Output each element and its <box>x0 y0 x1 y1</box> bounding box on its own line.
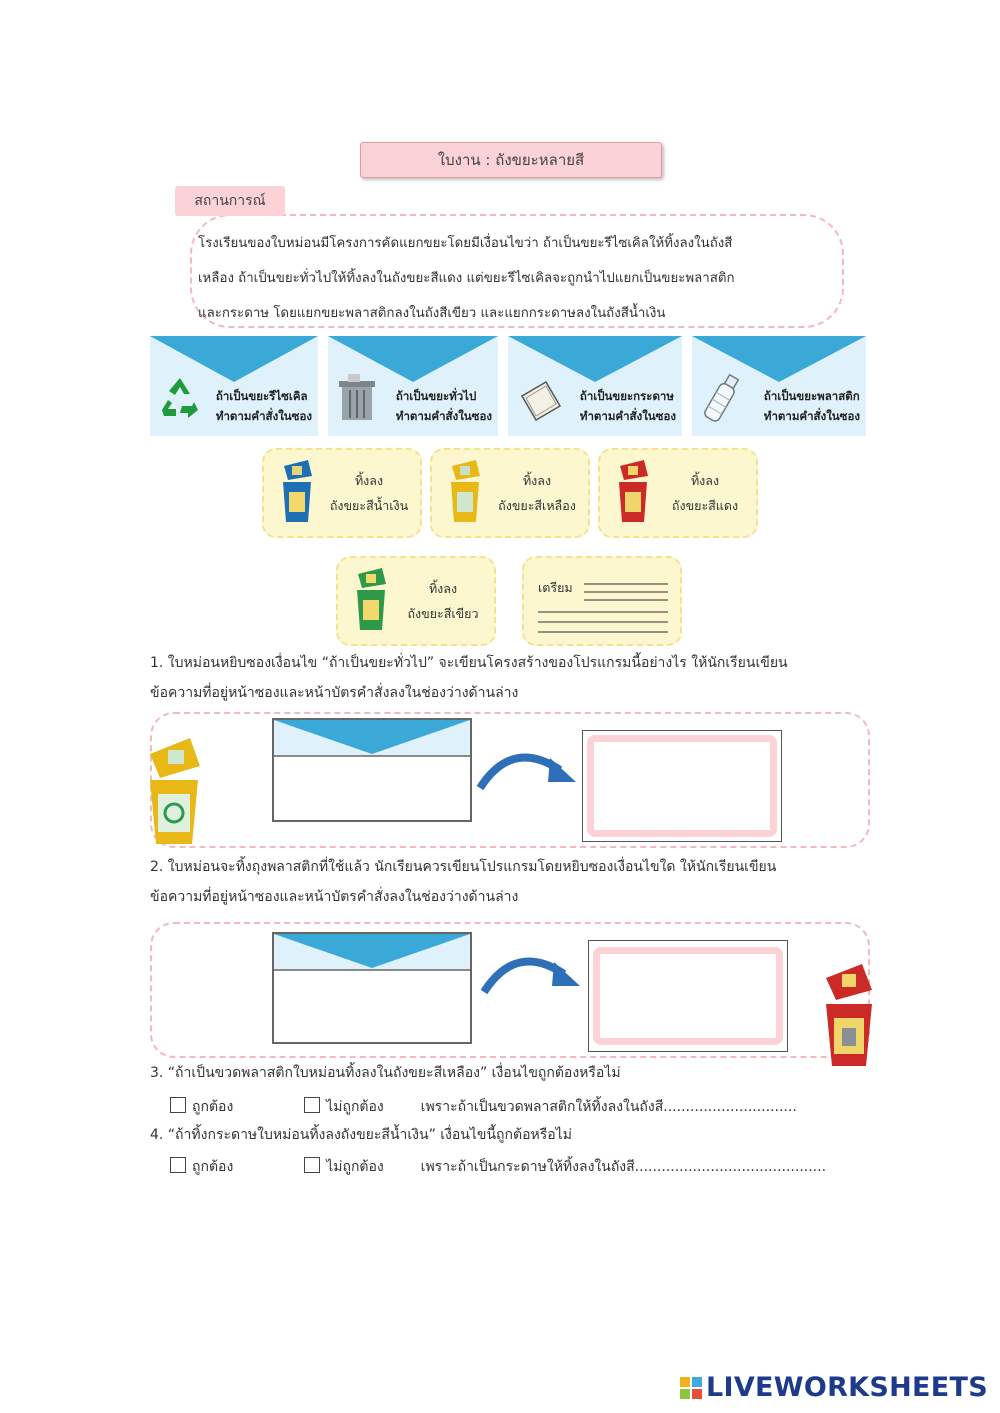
q3-because[interactable]: เพราะถ้าเป็นขวดพลาสติกให้ทิ้งลงในถังสี.............................. <box>420 1099 797 1115</box>
q4-correct-option[interactable] <box>170 1159 233 1175</box>
question-3-options <box>170 1096 797 1118</box>
recycle-icon <box>158 376 202 420</box>
q4-correct-checkbox[interactable] <box>170 1157 186 1173</box>
envelope-plastic-line2: ทำตามคำสั่งในซอง <box>763 409 860 423</box>
q3-correct-label: ถูกต้อง <box>192 1099 234 1115</box>
q4-incorrect-option[interactable] <box>304 1159 384 1175</box>
envelope-plastic-line1: ถ้าเป็นขยะพลาสติก <box>763 389 860 403</box>
card-yellow-line2: ถังขยะสีเหลือง <box>498 498 576 513</box>
question-2 <box>150 852 776 912</box>
red-bin-icon <box>616 458 650 524</box>
envelope-recycle-line2: ทำตามคำสั่งในซอง <box>215 409 312 423</box>
answer-card-frame-1 <box>582 730 782 842</box>
q4-because[interactable]: เพราะถ้าเป็นกระดาษให้ทิ้งลงในถังสี........................................... <box>420 1159 827 1175</box>
envelope-recycle-line1: ถ้าเป็นขยะรีไซเคิล <box>215 389 308 403</box>
envelope-general <box>328 336 498 436</box>
q4-incorrect-checkbox[interactable] <box>304 1157 320 1173</box>
scenario-line-3: และกระดาษ โดยแยกขยะพลาสติกลงในถังสีเขียว และแยกกระดาษลงในถังสีน้ำเงิน <box>198 306 666 321</box>
envelope-answer-1 <box>272 718 472 822</box>
answer-card-2[interactable] <box>593 947 783 1045</box>
envelope-general-line1: ถ้าเป็นขยะทั่วไป <box>395 389 477 403</box>
question-1 <box>150 648 788 708</box>
card-blue-bin <box>262 448 422 538</box>
yellow-bin-icon <box>448 458 482 524</box>
card-red-line2: ถังขยะสีแดง <box>671 498 739 513</box>
card-yellow-line1: ทิ้งลง <box>522 473 552 488</box>
arrow-right-icon-2 <box>476 940 586 1000</box>
card-yellow-bin <box>430 448 590 538</box>
answer-card-frame-2 <box>588 940 788 1052</box>
envelope-paper-line2: ทำตามคำสั่งในซอง <box>579 409 676 423</box>
question-1-line2: ข้อความที่อยู่หน้าซองและหน้าบัตรคำสั่งลงในช่องว่างด้านล่าง <box>150 685 519 701</box>
envelope-recycle <box>150 336 318 436</box>
q4-incorrect-label: ไม่ถูกต้อง <box>326 1159 384 1175</box>
q3-correct-option[interactable] <box>170 1099 233 1115</box>
envelope-paper <box>508 336 682 436</box>
scenario-label: สถานการณ์ <box>175 186 285 216</box>
q3-incorrect-option[interactable] <box>304 1099 384 1115</box>
prepare-lines-lower <box>538 608 668 638</box>
logo-mark-icon <box>680 1377 702 1399</box>
paper-icon <box>516 376 564 424</box>
arrow-right-icon <box>472 736 582 796</box>
answer-card-1[interactable] <box>587 735 777 837</box>
q4-correct-label: ถูกต้อง <box>192 1159 234 1175</box>
scenario-line-2: เหลือง ถ้าเป็นขยะทั่วไปให้ทิ้งลงในถังขยะสีแดง แต่ขยะรีไซเคิลจะถูกนำไปแยกเป็นขยะพลาสติก <box>198 271 735 286</box>
card-green-bin <box>336 556 496 646</box>
worksheet-title: ใบงาน : ถังขยะหลายสี <box>360 142 662 178</box>
card-blue-line2: ถังขยะสีน้ำเงิน <box>329 498 409 513</box>
prepare-label: เตรียม <box>538 580 573 595</box>
question-4-options <box>170 1156 826 1178</box>
q3-correct-checkbox[interactable] <box>170 1097 186 1113</box>
card-red-line1: ทิ้งลง <box>690 473 720 488</box>
scenario-line-1: โรงเรียนของใบหม่อนมีโครงการคัดแยกขยะโดยมีเงื่อนไขว่า ถ้าเป็นขยะรีไซเคิลให้ทิ้งลงในถังสี <box>198 236 733 251</box>
q3-incorrect-checkbox[interactable] <box>304 1097 320 1113</box>
scenario-text <box>198 226 848 331</box>
question-2-line2: ข้อความที่อยู่หน้าซองและหน้าบัตรคำสั่งลงในช่องว่างด้านล่าง <box>150 889 519 905</box>
question-2-line1: 2. ใบหม่อนจะทิ้งถุงพลาสติกที่ใช้แล้ว นักเรียนควรเขียนโปรแกรมโดยหยิบซองเงื่อนไขใด ให้นักเรียนเขียน <box>150 859 777 875</box>
yellow-bin-large-icon <box>146 736 204 846</box>
logo-text: LIVEWORKSHEETS <box>705 1372 988 1403</box>
green-bin-icon <box>354 566 388 632</box>
card-red-bin <box>598 448 758 538</box>
red-bin-large-icon <box>822 962 876 1068</box>
card-green-line2: ถังขยะสีเขียว <box>407 606 479 621</box>
card-blue-line1: ทิ้งลง <box>354 473 384 488</box>
envelope-answer-2 <box>272 932 472 1044</box>
liveworksheets-logo <box>680 1372 988 1403</box>
envelope-general-line2: ทำตามคำสั่งในซอง <box>395 409 492 423</box>
bottle-icon <box>700 370 744 426</box>
envelope-paper-line1: ถ้าเป็นขยะกระดาษ <box>579 389 674 403</box>
trash-icon <box>336 372 378 422</box>
envelope-plastic <box>692 336 866 436</box>
card-green-line1: ทิ้งลง <box>428 581 458 596</box>
question-4: 4. “ถ้าทิ้งกระดาษใบหม่อนทิ้งลงถังขยะสีน้ำเงิน” เงื่อนไขนี้ถูกต้อหรือไม่ <box>150 1127 572 1143</box>
q3-incorrect-label: ไม่ถูกต้อง <box>326 1099 384 1115</box>
blue-bin-icon <box>280 458 314 524</box>
question-1-line1: 1. ใบหม่อนหยิบซองเงื่อนไข “ถ้าเป็นขยะทั่วไป” จะเขียนโครงสร้างของโปรแกรมนี้อย่างไร ให้นักเรียนเขียน <box>150 655 788 671</box>
card-prepare <box>522 556 682 646</box>
question-3: 3. “ถ้าเป็นขวดพลาสติกใบหม่อนทิ้งลงในถังขยะสีเหลือง” เงื่อนไขถูกต้องหรือไม่ <box>150 1065 621 1081</box>
